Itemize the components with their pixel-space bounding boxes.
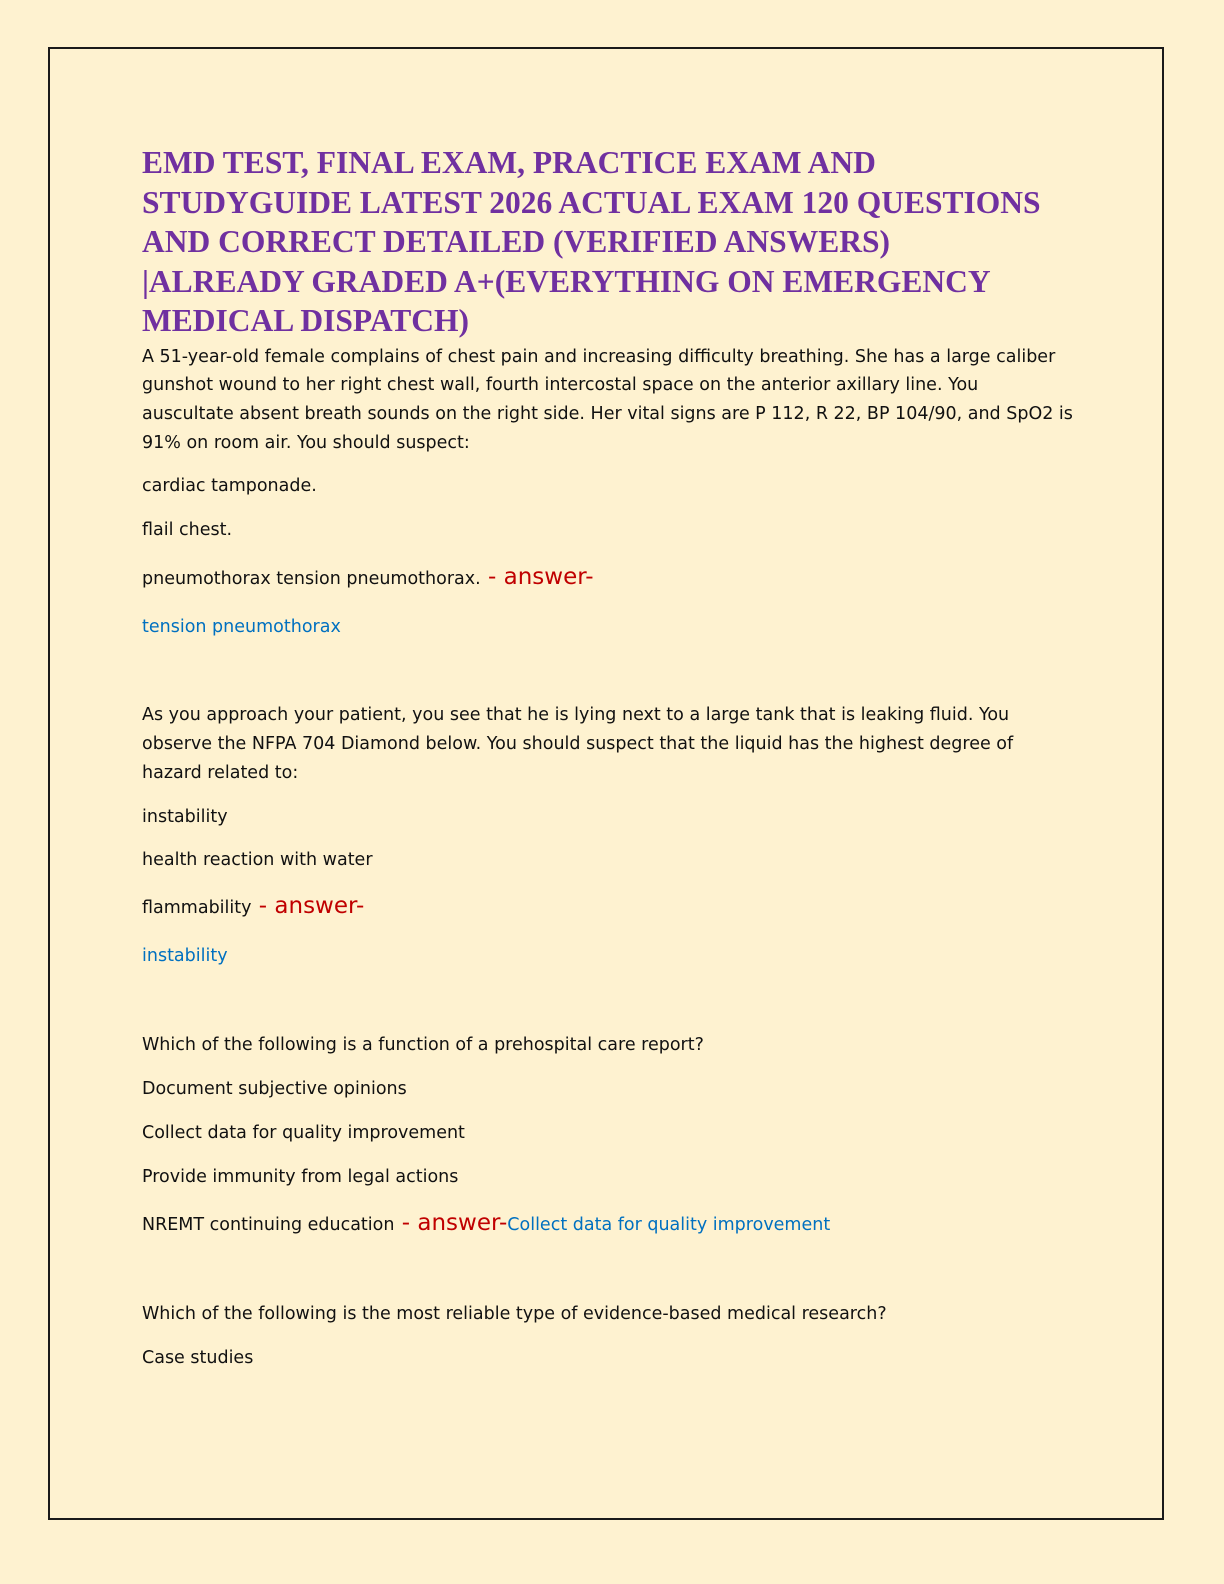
title-line: EMD TEST, FINAL EXAM, PRACTICE EXAM AND: [142, 145, 876, 180]
question-line: A 51-year-old female complains of chest pain and increasing difficulty breathing. She has a large caliber: [142, 346, 1056, 367]
option: Collect data for quality improvement: [142, 1123, 465, 1144]
question-2: [142, 701, 1082, 787]
option-with-answer-marker: [142, 1209, 1082, 1239]
option-text: NREMT continuing education: [142, 1215, 395, 1236]
correct-answer: Collect data for quality improvement: [507, 1215, 831, 1236]
option: Case studies: [142, 1347, 254, 1368]
option: Document subjective opinions: [142, 1079, 407, 1100]
answer-marker: - answer-: [480, 564, 594, 591]
document-title: [142, 143, 1082, 341]
question-line: 91% on room air. You should suspect:: [142, 432, 470, 453]
question-3: Which of the following is a function of a prehospital care report?: [142, 1035, 704, 1056]
document-content: [142, 143, 1082, 1372]
correct-answer: tension pneumothorax: [142, 617, 341, 638]
option: instability: [142, 807, 228, 828]
option-text: pneumothorax tension pneumothorax.: [142, 569, 481, 590]
title-line: STUDYGUIDE LATEST 2026 ACTUAL EXAM 120 QUESTIONS: [142, 184, 1041, 220]
option: health reaction with water: [142, 850, 373, 871]
question-line: As you approach your patient, you see that he is lying next to a large tank that is leaking fluid. You: [142, 705, 1010, 726]
title-line: |ALREADY GRADED A+(EVERYTHING ON EMERGENCY: [142, 263, 991, 299]
option-with-answer-marker: [142, 892, 1082, 922]
question-line: auscultate absent breath sounds on the right side. Her vital signs are P 112, R 22, BP 104/90, and SpO2 is: [142, 403, 1073, 424]
question-line: gunshot wound to her right chest wall, fourth intercostal space on the anterior axillary line. You: [142, 375, 979, 396]
option: flail chest.: [142, 520, 233, 541]
option: cardiac tamponade.: [142, 476, 317, 497]
option-with-answer-marker: [142, 563, 1082, 593]
title-line: AND CORRECT DETAILED (VERIFIED ANSWERS): [142, 224, 890, 259]
answer-marker: - answer-: [394, 1210, 508, 1237]
correct-answer: instability: [142, 946, 228, 967]
option: Provide immunity from legal actions: [142, 1167, 459, 1188]
option-text: flammability: [142, 898, 252, 919]
question-line: observe the NFPA 704 Diamond below. You should suspect that the liquid has the highest degree of: [142, 734, 1014, 755]
question-1: [142, 343, 1082, 458]
answer-marker: - answer-: [251, 893, 365, 920]
question-4: Which of the following is the most reliable type of evidence-based medical research?: [142, 1304, 887, 1325]
question-line: hazard related to:: [142, 762, 299, 783]
title-line: MEDICAL DISPATCH): [142, 303, 469, 338]
